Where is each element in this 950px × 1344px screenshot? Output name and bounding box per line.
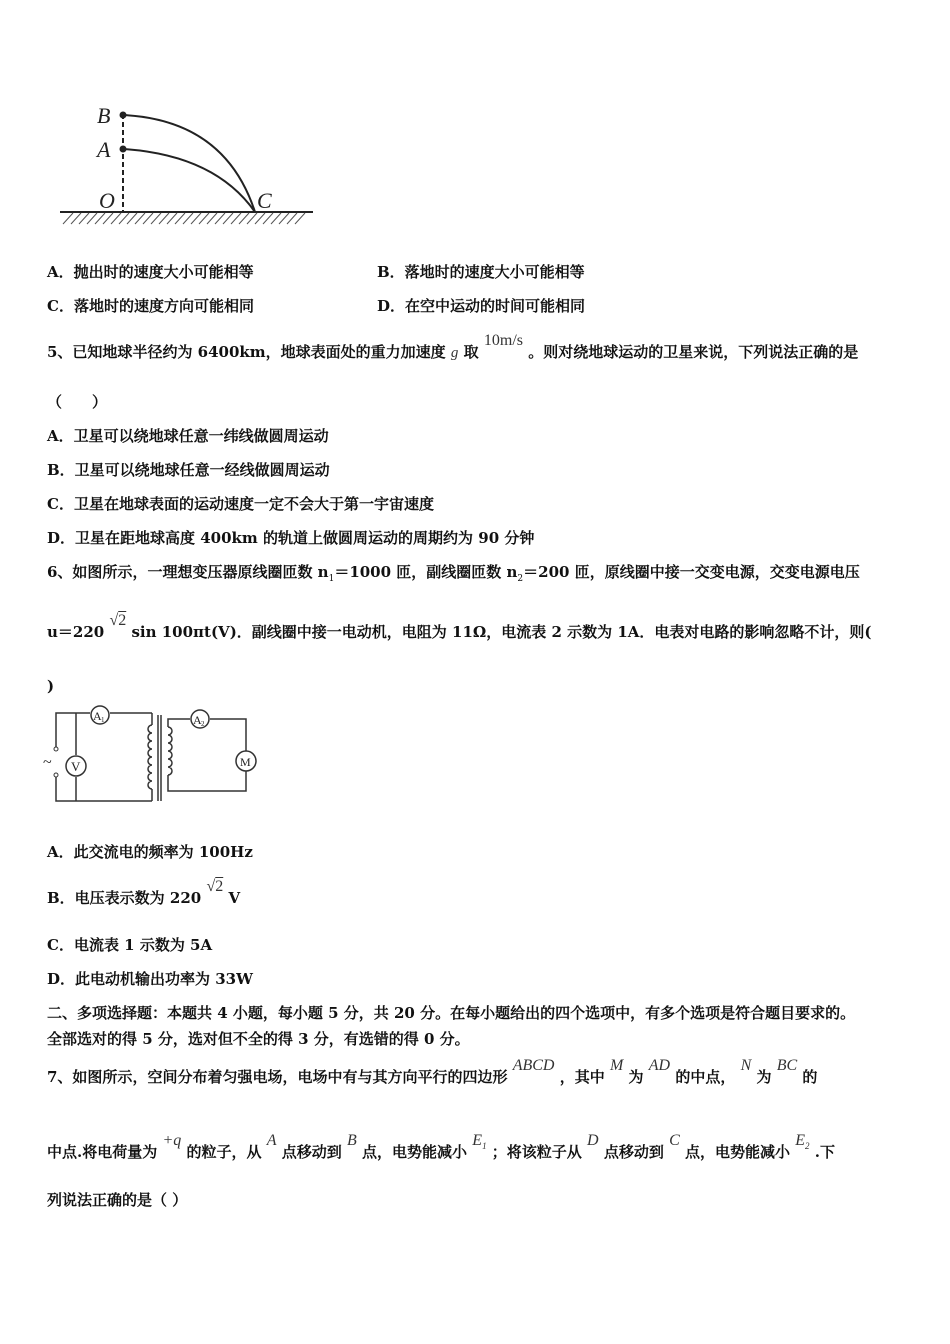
q7-plusq: +q: [162, 1132, 182, 1149]
q6-option-b-text: B．电压表示数为 220: [47, 889, 202, 907]
q6-u-a: u＝220: [47, 623, 105, 641]
q7-e2: [795, 1132, 810, 1152]
projectile-figure: [55, 100, 320, 230]
q7-line3: 列说法正确的是（ ）: [47, 1191, 188, 1209]
primary-wire-left: [56, 713, 76, 747]
q7-line2: [47, 1132, 835, 1168]
ac-source-symbol: ~: [43, 754, 52, 771]
q7-a: A: [266, 1132, 277, 1149]
q4-option-c: C．落地时的速度方向可能相同: [47, 297, 254, 315]
q4-option-a: A．抛出时的速度大小可能相等: [47, 263, 254, 281]
q7-t2: ，其中: [559, 1068, 605, 1086]
q7-l2d: 点，电势能减小: [362, 1143, 468, 1161]
q6-sqrt: √2: [109, 612, 127, 629]
q7-l2c: 点移动到: [281, 1143, 342, 1161]
q7-line1: [47, 1057, 818, 1088]
q6-option-b-sqrt: √2: [206, 878, 224, 895]
q6-stem-line2: [47, 612, 872, 643]
label-c: C: [257, 188, 272, 213]
q5-g-value: 10m/s: [483, 332, 524, 349]
q6-option-d: D．此电动机输出功率为 33W: [47, 970, 253, 988]
q5-g-symbol: g: [450, 345, 459, 361]
trajectory-b: [123, 115, 255, 212]
q7-t1: 7、如图所示，空间分布着匀强电场，电场中有与其方向平行的四边形: [47, 1068, 508, 1086]
q7-e2-letter: E: [795, 1132, 806, 1149]
q7-e1: [472, 1132, 487, 1152]
transformer-circuit-figure: [40, 705, 270, 805]
q6-option-a: A．此交流电的频率为 100Hz: [47, 843, 253, 861]
q5-option-b: B．卫星可以绕地球任意一经线做圆周运动: [47, 461, 330, 479]
section2-line2: 全部选对的得 5 分，选对但不全的得 3 分，有选错的得 0 分。: [47, 1030, 470, 1048]
motor-label: M: [240, 755, 251, 769]
q7-bc: BC: [776, 1057, 798, 1074]
q7-t3: 为: [628, 1068, 644, 1086]
q6-stem-b: ＝1000 匝，副线圈匝数 n: [334, 563, 518, 581]
q6-sub2: 2: [517, 574, 524, 584]
section2-line1: 二、多项选择题：本题共 4 小题，每小题 5 分，共 20 分。在每小题给出的四个选项中，有多个选项是符合题目要求的。: [47, 1004, 856, 1022]
q4-option-b: B．落地时的速度大小可能相等: [377, 263, 585, 281]
q5-stem-a: 5、已知地球半径约为 6400km，地球表面处的重力加速度: [47, 343, 446, 361]
q7-m: M: [609, 1057, 624, 1074]
q5-option-c: C．卫星在地球表面的运动速度一定不会大于第一宇宙速度: [47, 495, 434, 513]
ammeter-2-sub: 2: [201, 720, 205, 728]
q6-stem-c: ＝200 匝，原线圈中接一交变电源，交变电源电压: [523, 563, 860, 581]
q6-sqrt-arg: 2: [118, 612, 127, 629]
q7-e1-sub: 1: [482, 1141, 487, 1152]
q5-stem: [47, 332, 859, 363]
q7-ad: AD: [648, 1057, 671, 1074]
q5-paren: （ ）: [47, 393, 108, 411]
label-a: A: [97, 137, 111, 162]
q7-c: C: [669, 1132, 680, 1149]
q6-option-b: [47, 878, 241, 909]
q7-n: N: [740, 1057, 752, 1074]
ammeter-1-sub: 1: [101, 716, 105, 724]
q6-option-b-sqrt-arg: 2: [215, 878, 224, 895]
voltmeter-label: V: [71, 759, 81, 774]
q7-l2b: 的粒子，从: [186, 1143, 262, 1161]
q7-t6: 的: [802, 1068, 818, 1086]
ac-terminal-top: [54, 747, 58, 751]
q7-b: B: [347, 1132, 357, 1149]
q6-option-c: C．电流表 1 示数为 5A: [47, 936, 213, 954]
q7-t4: 的中点，: [675, 1068, 736, 1086]
ac-terminal-bottom: [54, 773, 58, 777]
q5-stem-b: 。则对绕地球运动的卫星来说，下列说法正确的是: [528, 343, 859, 361]
q6-u-b: sin 100πt(V)．副线圈中接一电动机，电阻为 11Ω，电流表 2 示数为 1A．电表对电路的影响忽略不计，则(: [131, 623, 872, 641]
ammeter-1-label: A: [93, 709, 102, 723]
q5-option-a: A．卫星可以绕地球任意一纬线做圆周运动: [47, 427, 329, 445]
q7-abcd: ABCD: [512, 1057, 555, 1074]
q5-take: 取: [463, 343, 479, 361]
ground-hatching: [63, 213, 305, 224]
q7-e2-sub: 2: [805, 1141, 810, 1152]
trajectory-a: [123, 149, 255, 212]
q7-l2a: 中点.将电荷量为: [47, 1143, 158, 1161]
q7-l2g: 点，电势能减小: [685, 1143, 791, 1161]
point-b: [120, 112, 127, 119]
label-b: B: [97, 103, 111, 128]
q6-stem-line1: [47, 562, 860, 589]
q4-option-d: D．在空中运动的时间可能相同: [377, 297, 586, 315]
q7-l2f: 点移动到: [603, 1143, 664, 1161]
q7-l2h: .下: [814, 1143, 835, 1161]
q6-close-paren: ): [47, 677, 55, 695]
q6-stem-a: 6、如图所示，一理想变压器原线圈匝数 n: [47, 563, 329, 581]
q6-sub1: 1: [328, 574, 335, 584]
primary-wire-left-bottom: [56, 777, 76, 801]
q7-l2e: ；将该粒子从: [491, 1143, 582, 1161]
point-a: [120, 146, 127, 153]
secondary-coil: [168, 727, 172, 775]
primary-coil: [148, 725, 152, 789]
q6-option-b-unit: V: [228, 889, 241, 907]
ammeter-2-label: A: [193, 713, 202, 727]
label-o: O: [99, 188, 115, 213]
q5-option-d: D．卫星在距地球高度 400km 的轨道上做圆周运动的周期约为 90 分钟: [47, 529, 535, 547]
q7-t5: 为: [756, 1068, 772, 1086]
q7-d: D: [587, 1132, 599, 1149]
q7-e1-letter: E: [472, 1132, 483, 1149]
